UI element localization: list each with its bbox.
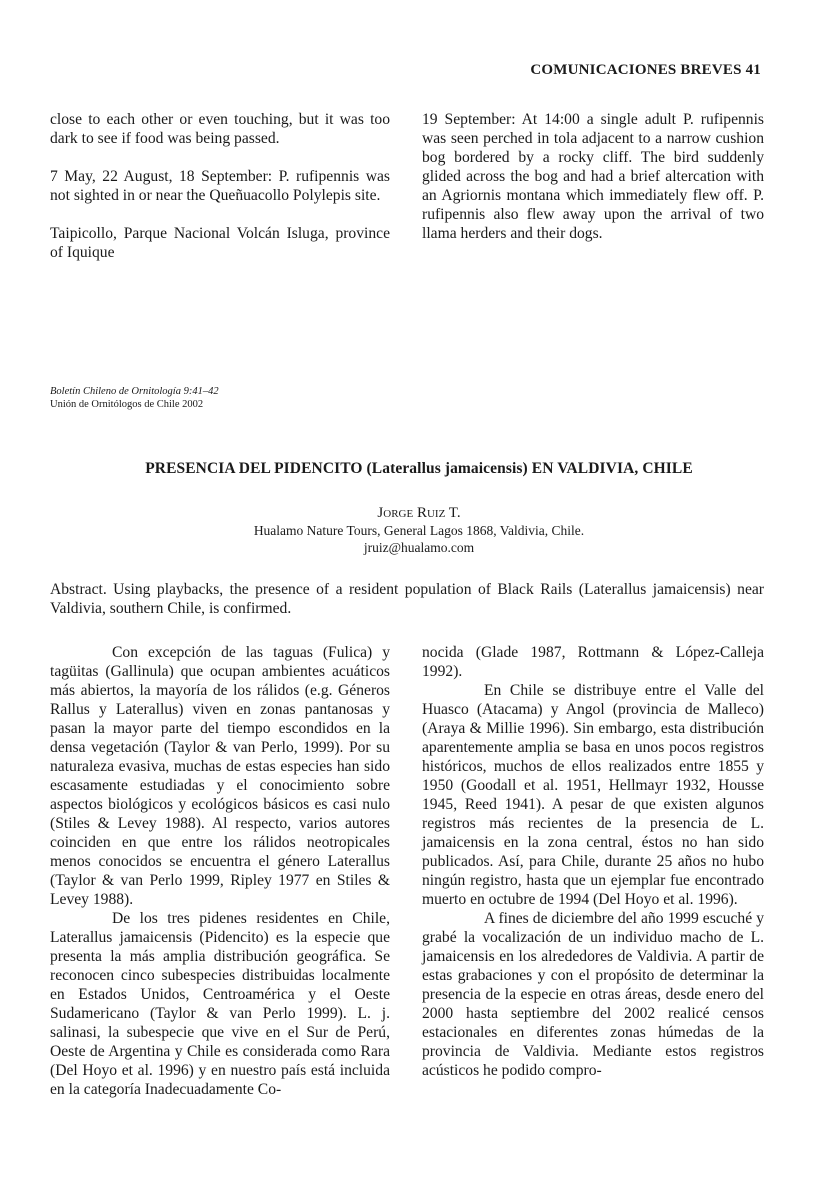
- body-left-column: [50, 643, 390, 1099]
- paragraph: 7 May, 22 August, 18 September: P. rufipennis was not sighted in or near the Queñuacollo Polylepis site.: [50, 168, 390, 204]
- body-right-column: [422, 643, 764, 1080]
- paragraph: close to each other or even touching, but it was too dark to see if food was being passed.: [50, 111, 390, 147]
- running-head: COMUNICACIONES BREVES 41: [530, 62, 761, 78]
- paragraph: De los tres pidenes residentes en Chile, Laterallus jamaicensis (Pidencito) es la especie que presenta la más amplia distribución geográfica. Se reconocen cinco subespecies distribuidas localmente en Estados Unidos, Centroamérica y el Oeste Sudamericano (Taylor & van Perlo 1999). L. j. salinasi, la subespecie que vive en el Sur de Perú, Oeste de Argentina y Chile es considerada como Rara (Del Hoyo et al. 1996) y en nuestro país está incluida en la categoría Inadecuadamente Co-: [50, 910, 390, 1098]
- journal-publisher: Unión de Ornitólogos de Chile 2002: [50, 399, 204, 410]
- paragraph: En Chile se distribuye entre el Valle del Huasco (Atacama) y Angol (provincia de Malleco) (Araya & Millie 1996). Sin embargo, esta distribución aparentemente amplia se basa en unos pocos registros históricos, muchos de ellos realizados entre 1855 y 1950 (Goodall et al. 1951, Hellmayr 1932, Housse 1945, Reed 1941). A pesar de que existen algunos registros más recientes de la presencia de L. jamaicensis en la zona central, éstos no han sido publicados. Así, para Chile, durante 25 años no hubo ningún registro, hasta que un ejemplar fue encontrado muerto en octubre de 1994 (Del Hoyo et al. 1996).: [422, 682, 764, 908]
- article-title: PRESENCIA DEL PIDENCITO (Laterallus jamaicensis) EN VALDIVIA, CHILE: [145, 460, 693, 477]
- paragraph: Con excepción de las taguas (Fulica) y tagüitas (Gallinula) que ocupan ambientes acuáticos más abiertos, la mayoría de los rálidos (e.g. Géneros Rallus y Laterallus) viven en zonas pantanosas y pasan la mayor parte del tiempo escondidos en la densa vegetación (Taylor & van Perlo, 1999). Por su naturaleza evasiva, muchas de estas especies han sido escasamente estudiadas y el conocimiento sobre aspectos biológicos y ecológicos básicos es casi nulo (Stiles & Levey 1988). Al respecto, varios autores coinciden en que entre los rálidos neotropicales menos conocidos se encuentra el género Laterallus (Taylor & van Perlo 1999, Ripley 1977 en Stiles & Levey 1988).: [50, 644, 390, 908]
- author-name: Jorge Ruiz T.: [377, 505, 461, 521]
- top-left-column: [50, 110, 390, 281]
- abstract: Abstract. Using playbacks, the presence of a resident population of Black Rails (Laterallus jamaicensis) near Valdivia, southern Chile, is confirmed.: [50, 581, 764, 617]
- paragraph: nocida (Glade 1987, Rottmann & López-Calleja 1992).: [422, 644, 764, 680]
- paragraph: A fines de diciembre del año 1999 escuché y grabé la vocalización de un individuo macho de L. jamaicensis en los alrededores de Valdivia. A partir de estas grabaciones y con el propósito de determinar la presencia de la especie en otras áreas, desde enero del 2000 hasta septiembre del 2002 realicé censos estacionales en diferentes zonas húmedas de la provincia de Valdivia. Mediante estos registros acústicos he podido compro-: [422, 910, 764, 1079]
- author-email: jruiz@hualamo.com: [363, 540, 475, 555]
- top-right-column: [422, 110, 764, 262]
- author-affiliation: Hualamo Nature Tours, General Lagos 1868, Valdivia, Chile.: [253, 523, 585, 538]
- paragraph: Taipicollo, Parque Nacional Volcán Isluga, province of Iquique: [50, 225, 390, 261]
- author-block: [0, 505, 838, 556]
- journal-citation: Boletín Chileno de Ornitología 9:41–42: [50, 386, 219, 397]
- journal-info: [50, 385, 219, 411]
- paragraph: 19 September: At 14:00 a single adult P. rufipennis was seen perched in tola adjacent to a narrow cushion bog bordered by a rocky cliff. The bird suddenly glided across the bog and had a brief altercation with an Agriornis montana which immediately flew off. P. rufipennis also flew away upon the arrival of two llama herders and their dogs.: [422, 111, 764, 242]
